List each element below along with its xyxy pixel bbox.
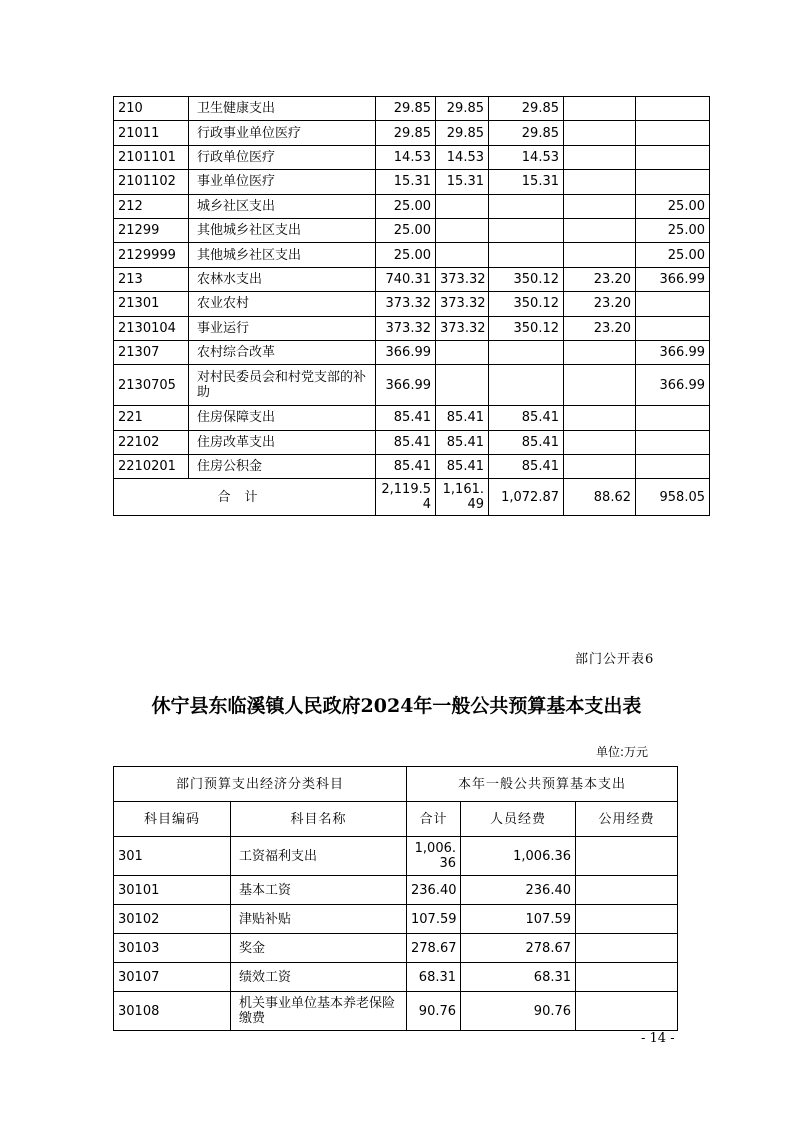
cell-public: 23.20 [564,292,636,316]
cell-public [564,430,636,454]
cell-name: 工资福利支出 [231,837,407,876]
cell-project: 366.99 [636,365,710,406]
cell-total: 740.31 [376,267,436,291]
header-code: 科目编码 [114,802,231,837]
cell-public: 23.20 [564,267,636,291]
table-row [114,292,710,316]
cell-personnel: 29.85 [489,121,564,145]
cell-total: 373.32 [376,316,436,340]
cell-basic [436,365,489,406]
header-group-row [114,767,678,802]
cell-name: 农业农村 [189,292,376,316]
cell-public [576,837,678,876]
table-row [114,243,710,267]
cell-personnel: 350.12 [489,292,564,316]
cell-name: 住房公积金 [189,455,376,479]
cell-project [636,455,710,479]
table-row [114,430,710,454]
cell-project [636,121,710,145]
cell-code: 213 [114,267,189,291]
cell-public [564,170,636,194]
cell-name: 农林水支出 [189,267,376,291]
cell-personnel: 29.85 [489,97,564,121]
cell-total: 107.59 [407,905,461,934]
cell-public [576,876,678,905]
cell-code: 2129999 [114,243,189,267]
table-row [114,406,710,430]
cell-basic: 29.85 [436,97,489,121]
table-row [114,455,710,479]
expenditure-by-function-table [113,96,710,516]
cell-code: 301 [114,837,231,876]
cell-personnel: 1,006.36 [461,837,576,876]
cell-public [564,455,636,479]
cell-project [636,406,710,430]
cell-personnel: 1,072.87 [489,479,564,516]
cell-total: 85.41 [376,430,436,454]
cell-total: 25.00 [376,194,436,218]
cell-code: 30101 [114,876,231,905]
header-name: 科目名称 [231,802,407,837]
cell-public [564,243,636,267]
cell-name: 机关事业单位基本养老保险缴费 [231,992,407,1031]
cell-name: 津贴补贴 [231,905,407,934]
cell-name: 住房改革支出 [189,430,376,454]
cell-basic: 373.32 [436,316,489,340]
cell-personnel: 90.76 [461,992,576,1031]
cell-name: 对村民委员会和村党支部的补助 [189,365,376,406]
cell-personnel: 68.31 [461,963,576,992]
cell-total: 85.41 [376,406,436,430]
cell-basic: 373.32 [436,292,489,316]
cell-total: 14.53 [376,145,436,169]
cell-total: 68.31 [407,963,461,992]
cell-total: 85.41 [376,455,436,479]
cell-basic: 1,161.49 [436,479,489,516]
cell-code: 30108 [114,992,231,1031]
cell-basic: 15.31 [436,170,489,194]
cell-name: 卫生健康支出 [189,97,376,121]
cell-total: 29.85 [376,97,436,121]
cell-name: 行政事业单位医疗 [189,121,376,145]
cell-project: 25.00 [636,218,710,242]
cell-code: 30103 [114,934,231,963]
cell-name: 住房保障支出 [189,406,376,430]
cell-code: 221 [114,406,189,430]
cell-personnel: 236.40 [461,876,576,905]
table-row [114,267,710,291]
cell-code: 21307 [114,340,189,364]
cell-personnel [489,218,564,242]
page-title: 休宁县东临溪镇人民政府2024年一般公共预算基本支出表 [151,695,642,717]
cell-total: 25.00 [376,218,436,242]
cell-project [636,97,710,121]
cell-total: 15.31 [376,170,436,194]
cell-personnel: 107.59 [461,905,576,934]
table-row [114,121,710,145]
cell-total: 1,006.36 [407,837,461,876]
table-row [114,365,710,406]
cell-personnel [489,365,564,406]
cell-public [564,121,636,145]
cell-project: 958.05 [636,479,710,516]
cell-project [636,430,710,454]
table-row [114,934,678,963]
cell-total: 236.40 [407,876,461,905]
cell-name: 事业单位医疗 [189,170,376,194]
total-label: 合计 [114,479,376,516]
cell-public [564,145,636,169]
cell-code: 2130104 [114,316,189,340]
header-personnel: 人员经费 [461,802,576,837]
cell-public [576,963,678,992]
cell-personnel: 14.53 [489,145,564,169]
cell-personnel [489,194,564,218]
cell-basic: 29.85 [436,121,489,145]
cell-code: 30102 [114,905,231,934]
cell-total: 25.00 [376,243,436,267]
table-row [114,316,710,340]
cell-total: 90.76 [407,992,461,1031]
cell-code: 21011 [114,121,189,145]
cell-code: 21301 [114,292,189,316]
cell-public [564,365,636,406]
cell-project: 25.00 [636,194,710,218]
cell-project: 366.99 [636,340,710,364]
cell-basic [436,218,489,242]
table-row [114,194,710,218]
cell-total: 366.99 [376,365,436,406]
cell-name: 行政单位医疗 [189,145,376,169]
cell-project [636,145,710,169]
cell-total: 278.67 [407,934,461,963]
cell-personnel: 85.41 [489,455,564,479]
cell-basic: 85.41 [436,406,489,430]
cell-personnel: 278.67 [461,934,576,963]
page-number: - 14 - [641,1031,675,1046]
cell-public [564,97,636,121]
cell-basic: 85.41 [436,455,489,479]
cell-project [636,170,710,194]
cell-total: 373.32 [376,292,436,316]
cell-basic: 14.53 [436,145,489,169]
cell-code: 2130705 [114,365,189,406]
header-economic-classification: 部门预算支出经济分类科目 [114,767,407,802]
cell-basic: 85.41 [436,430,489,454]
table-row [114,837,678,876]
cell-personnel [489,340,564,364]
table-row [114,992,678,1031]
cell-code: 30107 [114,963,231,992]
cell-personnel: 350.12 [489,316,564,340]
table-row [114,340,710,364]
cell-project [636,316,710,340]
cell-personnel: 85.41 [489,406,564,430]
header-total: 合计 [407,802,461,837]
cell-personnel: 85.41 [489,430,564,454]
cell-total: 366.99 [376,340,436,364]
cell-name: 基本工资 [231,876,407,905]
cell-public [576,934,678,963]
table-row [114,876,678,905]
cell-name: 其他城乡社区支出 [189,218,376,242]
cell-name: 其他城乡社区支出 [189,243,376,267]
cell-personnel [489,243,564,267]
cell-name: 事业运行 [189,316,376,340]
table-row [114,905,678,934]
cell-code: 2101102 [114,170,189,194]
cell-code: 21299 [114,218,189,242]
cell-public [576,905,678,934]
cell-basic [436,243,489,267]
table-row [114,97,710,121]
header-columns-row [114,802,678,837]
table-row [114,963,678,992]
cell-total: 29.85 [376,121,436,145]
cell-name: 城乡社区支出 [189,194,376,218]
cell-name: 农村综合改革 [189,340,376,364]
cell-name: 奖金 [231,934,407,963]
cell-code: 210 [114,97,189,121]
cell-basic [436,194,489,218]
table-number-label: 部门公开表6 [575,652,655,667]
cell-basic: 373.32 [436,267,489,291]
cell-personnel: 350.12 [489,267,564,291]
cell-basic [436,340,489,364]
table-row [114,170,710,194]
cell-project: 25.00 [636,243,710,267]
header-public: 公用经费 [576,802,678,837]
total-row [114,479,710,516]
cell-public [564,194,636,218]
header-basic-expenditure: 本年一般公共预算基本支出 [407,767,678,802]
basic-expenditure-table [113,766,678,1031]
cell-public [564,340,636,364]
cell-project [636,292,710,316]
cell-public [564,218,636,242]
cell-public: 23.20 [564,316,636,340]
table-row [114,145,710,169]
cell-public [564,406,636,430]
unit-label: 单位:万元 [596,745,649,759]
cell-public: 88.62 [564,479,636,516]
cell-total: 2,119.54 [376,479,436,516]
cell-code: 212 [114,194,189,218]
cell-public [576,992,678,1031]
cell-name: 绩效工资 [231,963,407,992]
cell-project: 366.99 [636,267,710,291]
table-row [114,218,710,242]
cell-code: 2101101 [114,145,189,169]
cell-personnel: 15.31 [489,170,564,194]
cell-code: 22102 [114,430,189,454]
cell-code: 2210201 [114,455,189,479]
